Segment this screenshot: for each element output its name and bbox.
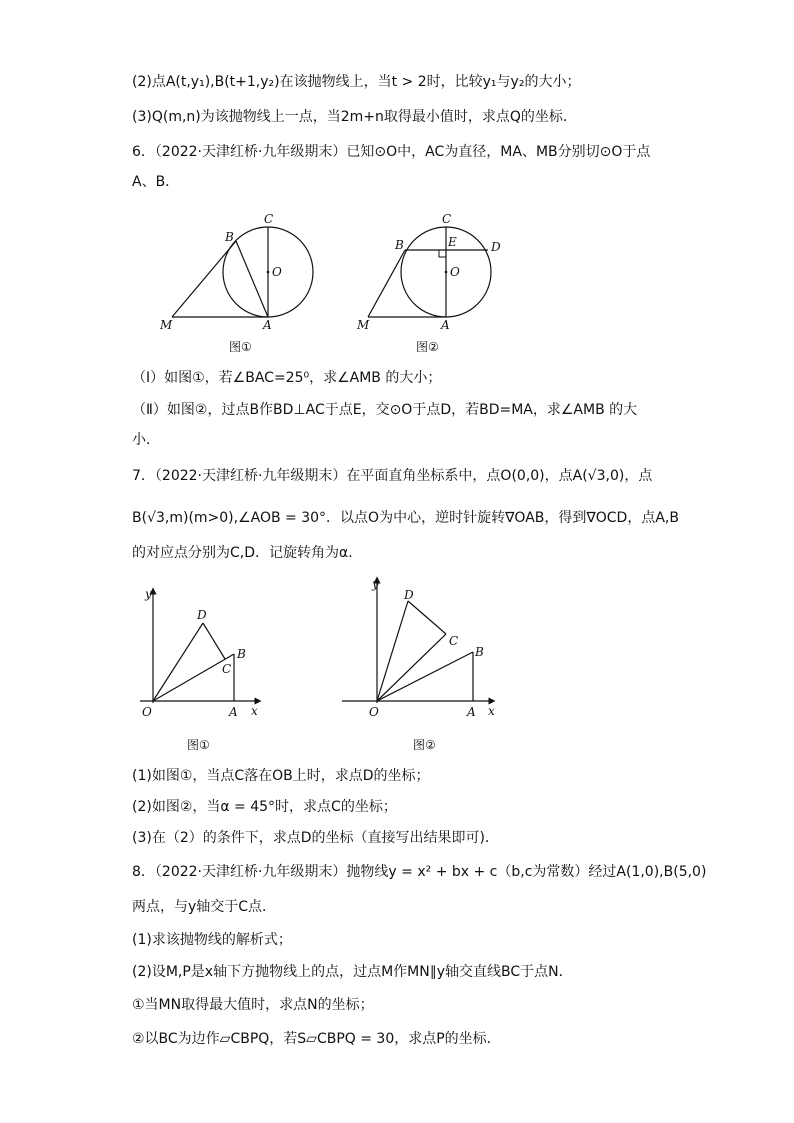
label-a: A xyxy=(467,705,476,719)
label-b: B xyxy=(225,230,234,244)
label-c: C xyxy=(449,634,459,648)
label-x: x xyxy=(488,704,495,718)
label-c: C xyxy=(442,212,452,226)
label-d: D xyxy=(404,588,414,602)
q7-stem-cont2: 的对应点分别为C,D．记旋转角为α． xyxy=(132,545,363,561)
label-m: M xyxy=(357,318,370,332)
label-c: C xyxy=(222,662,232,676)
q8-part2-sub2: ②以BC为边作▱CBPQ，若S▱CBPQ = 30，求点P的坐标． xyxy=(132,1031,501,1047)
label-b: B xyxy=(395,238,404,252)
label-a: A xyxy=(263,318,272,332)
q7-stem: 7．（2022·天津红桥·九年级期末）在平面直角坐标系中，点O(0,0)，点A(√3,0)，点 xyxy=(132,468,653,484)
q7-figure-2-caption: 图② xyxy=(413,738,436,752)
q7-figure-2 xyxy=(342,572,502,722)
center-dot xyxy=(267,271,270,274)
q8-part1: (1)求该抛物线的解析式； xyxy=(132,932,292,948)
label-b: B xyxy=(475,645,484,659)
label-o: O xyxy=(142,705,152,719)
q5-part2: (2)点A(t,y₁),B(t+1,y₂)在该抛物线上，当t > 2时，比较y₁与y₂的大小； xyxy=(132,74,581,90)
chord-ba xyxy=(236,241,268,317)
q6-figure-2 xyxy=(348,205,518,355)
segment-od xyxy=(153,623,203,701)
label-o: O xyxy=(369,705,379,719)
q6-figure-1-caption: 图① xyxy=(229,340,252,354)
label-y: y xyxy=(145,587,152,601)
q6-stem-cont: A、B． xyxy=(132,174,180,190)
segment-dc xyxy=(203,623,225,659)
label-c: C xyxy=(264,212,274,226)
label-o: O xyxy=(272,265,282,279)
q6-part1: （Ⅰ）如图①，若∠BAC=25⁰，求∠AMB 的大小； xyxy=(132,370,442,386)
center-dot xyxy=(445,271,448,274)
tangent-mb xyxy=(368,250,405,317)
segment-ob xyxy=(377,652,473,701)
q6-part2: （Ⅱ）如图②，过点B作BD⊥AC于点E，交⊙O于点D，若BD=MA，求∠AMB 的大 xyxy=(132,402,638,418)
label-x: x xyxy=(251,704,258,718)
q7-part2: (2)如图②，当α = 45°时，求点C的坐标； xyxy=(132,799,397,815)
label-m: M xyxy=(160,318,173,332)
q6-figure-2-caption: 图② xyxy=(416,340,439,354)
label-e: E xyxy=(448,235,457,249)
q6-stem: 6．（2022·天津红桥·九年级期末）已知⊙O中，AC为直径，MA、MB分别切⊙O于点 xyxy=(132,144,651,160)
label-a: A xyxy=(441,318,450,332)
q8-stem: 8．（2022·天津红桥·九年级期末）抛物线y = x² + bx + c（b,c为常数）经过A(1,0),B(5,0) xyxy=(132,864,707,880)
q7-figure-1-caption: 图① xyxy=(187,738,210,752)
q6-part2-cont: 小． xyxy=(132,432,160,448)
q8-part2: (2)设M,P是x轴下方抛物线上的点，过点M作MN∥y轴交直线BC于点N． xyxy=(132,964,573,980)
segment-dc xyxy=(408,601,446,634)
q7-part1: (1)如图①，当点C落在OB上时，求点D的坐标； xyxy=(132,768,430,784)
q8-stem-cont: 两点，与y轴交于C点． xyxy=(132,899,277,915)
label-b: B xyxy=(237,647,246,661)
label-o: O xyxy=(450,265,460,279)
label-a: A xyxy=(229,705,238,719)
q8-part2-sub1: ①当MN取得最大值时，求点N的坐标； xyxy=(132,997,374,1013)
q6-figure-1 xyxy=(150,205,310,355)
label-d: D xyxy=(491,240,501,254)
q7-part3: (3)在（2）的条件下，求点D的坐标（直接写出结果即可)． xyxy=(132,830,499,846)
q5-part3: (3)Q(m,n)为该抛物线上一点，当2m+n取得最小值时，求点Q的坐标． xyxy=(132,109,577,125)
q7-stem-cont: B(√3,m)(m>0),∠AOB = 30°．以点O为中心，逆时针旋转∇OAB，得到∇OCD，点A,B xyxy=(132,510,679,526)
tangent-mb xyxy=(172,241,236,317)
q7-figure-1 xyxy=(130,583,270,723)
label-y: y xyxy=(372,577,379,591)
label-d: D xyxy=(197,608,207,622)
right-angle-mark xyxy=(439,250,446,257)
